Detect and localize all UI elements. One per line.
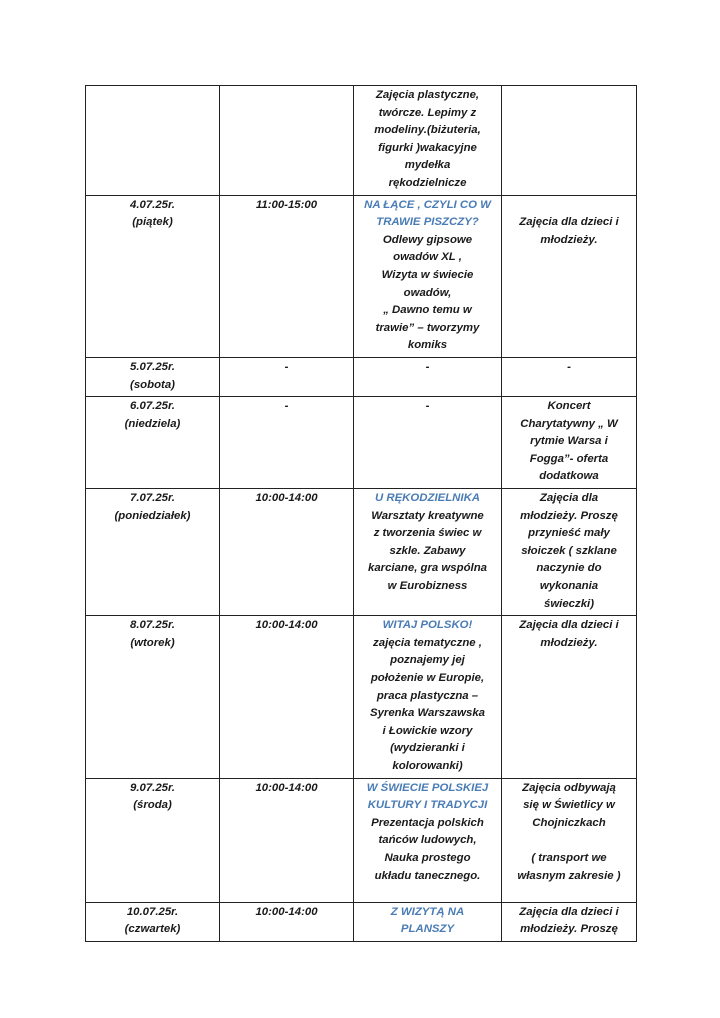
- notes-cell: [502, 902, 637, 941]
- table-row: [86, 86, 637, 196]
- notes-text: Fogga”- oferta: [529, 452, 609, 465]
- activity-description: modeliny.(biżuteria,: [374, 124, 481, 137]
- schedule-body: [86, 86, 637, 942]
- notes-text: Zajęcia odbywają: [522, 781, 616, 794]
- activity-description: owadów XL ,: [393, 251, 462, 264]
- weekday-text: (poniedziałek): [114, 509, 191, 522]
- date-text: 7.07.25r.: [130, 492, 175, 505]
- time-text: -: [284, 360, 289, 373]
- activity-description: rękodzielnicze: [388, 176, 467, 189]
- notes-cell: [502, 778, 637, 902]
- weekday-text: (niedziela): [124, 417, 181, 430]
- notes-text: własnym zakresie ): [517, 869, 621, 882]
- activity-description: karciane, gra wspólna: [367, 562, 488, 575]
- notes-text: młodzieży. Proszę: [520, 923, 618, 936]
- activity-description: szkle. Zabawy: [389, 544, 466, 557]
- table-row: [86, 195, 637, 357]
- notes-text: młodzieży. Proszę: [520, 509, 618, 522]
- notes-text: naczynie do: [536, 562, 602, 575]
- activity-cell: [354, 397, 502, 489]
- notes-cell: [502, 195, 637, 357]
- time-text: 10:00-14:00: [255, 619, 318, 632]
- activity-description: kolorowanki): [392, 759, 463, 772]
- date-text: 5.07.25r.: [130, 360, 175, 373]
- date-cell: [86, 616, 220, 778]
- activity-title: U RĘKODZIELNIKA: [374, 492, 481, 505]
- table-row: [86, 778, 637, 902]
- activity-cell: [354, 86, 502, 196]
- notes-cell: [502, 357, 637, 396]
- activity-cell: [354, 357, 502, 396]
- activity-description: Wizyta w świecie: [381, 268, 474, 281]
- weekday-text: (wtorek): [130, 636, 175, 649]
- notes-text: świeczki): [543, 597, 595, 610]
- notes-text: [505, 832, 633, 850]
- notes-cell: [502, 86, 637, 196]
- activity-title: WITAJ POLSKO!: [382, 619, 473, 632]
- notes-text: słoiczek ( szklane: [521, 544, 617, 557]
- activity-title: NA ŁĄCE , CZYLI CO W: [364, 198, 491, 211]
- schedule-table: [85, 85, 637, 942]
- notes-text: przynieść mały: [528, 527, 610, 540]
- notes-text: młodzieży.: [540, 636, 598, 649]
- activity-description: Zajęcia plastyczne,: [375, 89, 480, 101]
- date-text: 9.07.25r.: [130, 781, 175, 794]
- time-text: 10:00-14:00: [255, 492, 318, 505]
- activity-description: -: [425, 400, 430, 413]
- activity-description: twórcze. Lepimy z: [378, 106, 477, 119]
- notes-text: ( transport we: [531, 851, 607, 864]
- activity-title: Z WIZYTĄ NA: [390, 905, 465, 918]
- table-row: [86, 616, 637, 778]
- notes-text: młodzieży.: [540, 233, 598, 246]
- activity-title: PLANSZY: [400, 923, 455, 936]
- time-cell: [220, 616, 354, 778]
- weekday-text: (piątek): [132, 216, 173, 229]
- time-cell: [220, 778, 354, 902]
- activity-description: poznajemy jej: [390, 654, 465, 667]
- notes-text: [505, 197, 633, 215]
- activity-title: TRAWIE PISZCZY?: [376, 216, 479, 229]
- notes-text: dodatkowa: [539, 470, 599, 483]
- date-cell: [86, 357, 220, 396]
- table-row: [86, 357, 637, 396]
- activity-description: (wydzieranki i: [390, 742, 465, 755]
- activity-cell: [354, 778, 502, 902]
- activity-description: Odlewy gipsowe: [382, 233, 473, 246]
- activity-description: i Łowickie wzory: [382, 724, 473, 737]
- weekday-text: (sobota): [130, 378, 175, 391]
- notes-text: wykonania: [539, 580, 599, 593]
- date-cell: [86, 397, 220, 489]
- activity-description: zajęcia tematyczne ,: [373, 636, 482, 649]
- time-cell: [220, 489, 354, 616]
- notes-cell: [502, 397, 637, 489]
- time-cell: [220, 86, 354, 196]
- activity-description: „ Dawno temu w: [383, 304, 472, 317]
- notes-cell: [502, 489, 637, 616]
- time-cell: [220, 357, 354, 396]
- time-text: 10:00-14:00: [255, 781, 318, 794]
- time-text: 10:00-14:00: [255, 905, 318, 918]
- weekday-text: (czwartek): [124, 923, 181, 936]
- activity-cell: [354, 489, 502, 616]
- notes-text: Zajęcia dla dzieci i: [519, 619, 619, 632]
- activity-cell: [354, 616, 502, 778]
- time-text: -: [284, 400, 289, 413]
- activity-description: trawie” – tworzymy: [375, 321, 480, 334]
- activity-title: W ŚWIECIE POLSKIEJ: [366, 781, 489, 794]
- activity-description: Warsztaty kreatywne: [371, 509, 484, 522]
- notes-text: Charytatywny „ W: [520, 417, 618, 430]
- notes-cell: [502, 616, 637, 778]
- time-cell: [220, 397, 354, 489]
- date-cell: [86, 195, 220, 357]
- table-row: [86, 397, 637, 489]
- date-text: 8.07.25r.: [130, 619, 175, 632]
- date-cell: [86, 86, 220, 196]
- activity-description: tańców ludowych,: [378, 834, 477, 847]
- date-cell: [86, 778, 220, 902]
- activity-description: Nauka prostego: [384, 851, 471, 864]
- activity-description: położenie w Europie,: [370, 672, 485, 684]
- notes-text: się w Świetlicy w: [523, 799, 615, 812]
- table-row: [86, 489, 637, 616]
- activity-description: komiks: [407, 339, 448, 352]
- notes-text: Koncert: [547, 400, 591, 413]
- date-cell: [86, 902, 220, 941]
- activity-cell: [354, 902, 502, 941]
- activity-description: układu tanecznego.: [374, 869, 481, 882]
- activity-description: z tworzenia świec w: [373, 527, 482, 540]
- notes-text: Zajęcia dla: [539, 492, 599, 505]
- time-cell: [220, 902, 354, 941]
- activity-description: Prezentacja polskich: [371, 816, 484, 829]
- time-cell: [220, 195, 354, 357]
- activity-description: Syrenka Warszawska: [369, 707, 486, 720]
- date-text: 6.07.25r.: [130, 400, 175, 413]
- date-cell: [86, 489, 220, 616]
- notes-text: Zajęcia dla dzieci i: [519, 216, 619, 229]
- activity-title: KULTURY I TRADYCJI: [367, 799, 488, 812]
- activity-description: praca plastyczna –: [376, 689, 479, 702]
- activity-description: mydełka: [404, 159, 451, 172]
- activity-description: figurki )wakacyjne: [378, 141, 477, 154]
- activity-cell: [354, 195, 502, 357]
- weekday-text: (środa): [133, 799, 172, 812]
- date-text: 10.07.25r.: [126, 905, 179, 918]
- notes-text: Zajęcia dla dzieci i: [519, 905, 619, 918]
- date-text: 4.07.25r.: [130, 198, 175, 211]
- time-text: 11:00-15:00: [255, 198, 318, 211]
- activity-description: owadów,: [403, 286, 452, 299]
- notes-text: Chojniczkach: [532, 816, 606, 829]
- activity-description: -: [425, 360, 430, 373]
- notes-text: -: [567, 360, 571, 373]
- table-row: [86, 902, 637, 941]
- notes-text: rytmie Warsa i: [530, 435, 608, 448]
- activity-description: w Eurobizness: [387, 580, 468, 593]
